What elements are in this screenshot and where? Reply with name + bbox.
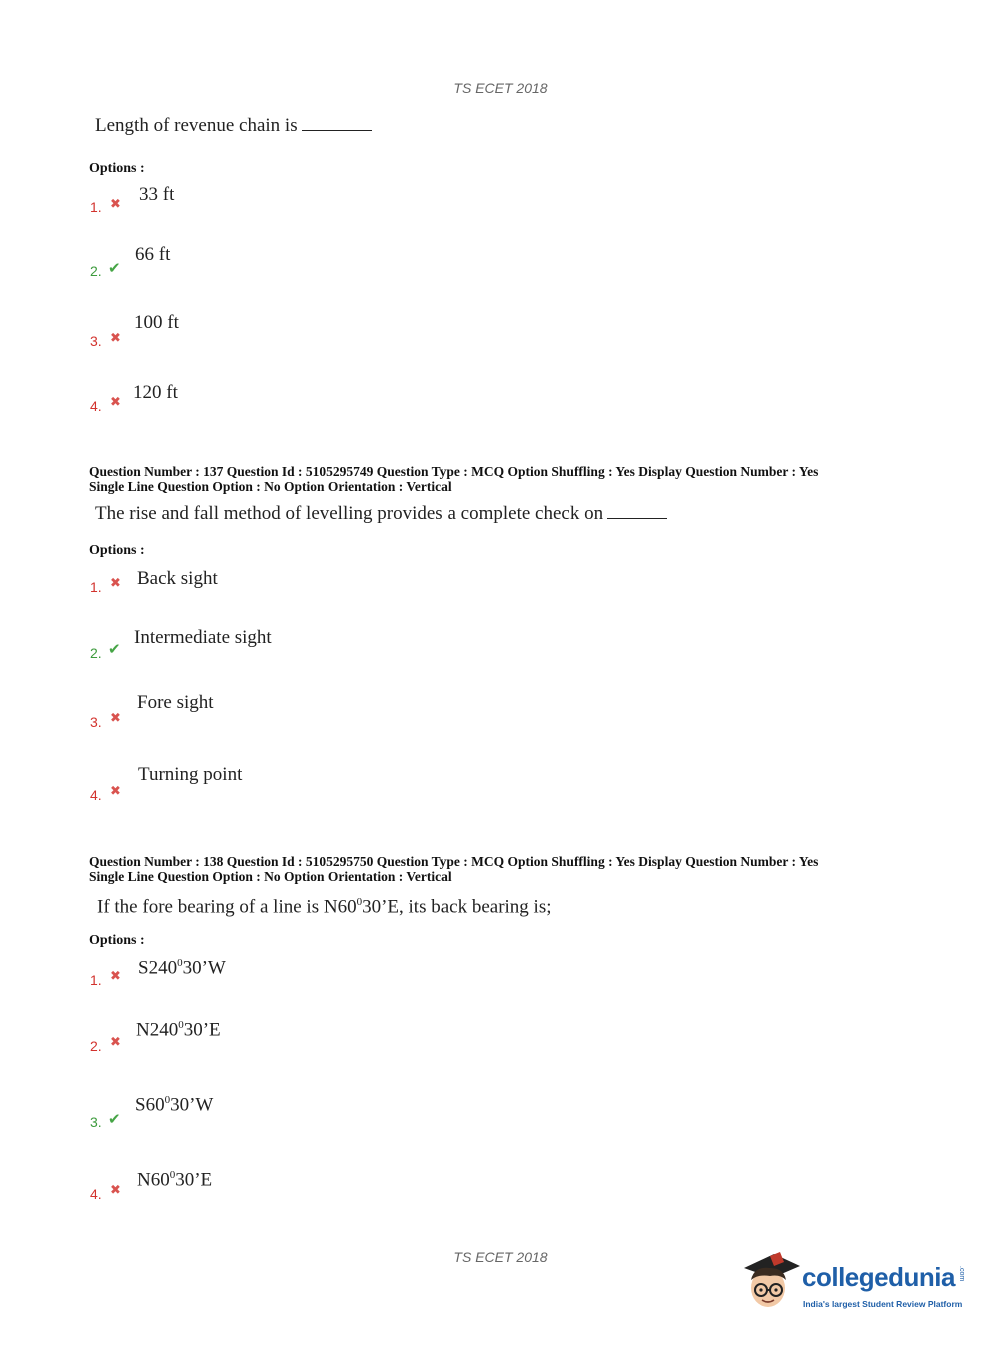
page-header: TS ECET 2018: [453, 80, 548, 96]
wrong-mark-icon: ✖: [110, 1183, 121, 1198]
options-label: Options :: [89, 161, 145, 176]
wrong-mark-icon: ✖: [110, 197, 121, 212]
correct-check-icon: ✔: [108, 259, 121, 277]
correct-check-icon: ✔: [108, 1110, 121, 1128]
page-footer: TS ECET 2018: [453, 1249, 548, 1265]
wrong-mark-icon: ✖: [110, 969, 121, 984]
question-text: [97, 896, 552, 918]
option-text: Back sight: [137, 568, 218, 589]
option-text: [137, 1169, 212, 1191]
option-number: 2.: [90, 263, 102, 279]
option-text-pre: N60: [137, 1169, 170, 1191]
option-text: 120 ft: [133, 382, 178, 403]
question-meta-line-2: Single Line Question Option : No Option Orientation : Vertical: [89, 869, 452, 884]
option-number: 4.: [90, 1186, 102, 1202]
degree-superscript: 0: [178, 1019, 184, 1031]
question-text-pre: If the fore bearing of a line is N60: [97, 896, 357, 918]
option-text-pre: N240: [136, 1019, 179, 1041]
option-text: Intermediate sight: [134, 627, 272, 648]
answer-blank: [607, 517, 667, 519]
option-text: [136, 1019, 221, 1041]
collegedunia-logo: [740, 1248, 980, 1320]
logo-wordmark: collegedunia: [802, 1262, 955, 1292]
wrong-mark-icon: ✖: [110, 784, 121, 799]
option-text: 33 ft: [139, 184, 175, 205]
option-text-post: 30’E: [183, 1019, 221, 1041]
options-label: Options :: [89, 543, 145, 558]
option-text: Turning point: [138, 764, 243, 785]
question-text: [95, 115, 372, 137]
option-text-pre: S60: [135, 1094, 165, 1116]
option-number: 2.: [90, 1038, 102, 1054]
option-number: 1.: [90, 972, 102, 988]
option-text-post: 30’E: [175, 1169, 213, 1191]
wrong-mark-icon: ✖: [110, 576, 121, 591]
degree-superscript: 0: [164, 1094, 171, 1106]
question-meta-line-2: Single Line Question Option : No Option Orientation : Vertical: [89, 479, 452, 494]
option-number: 1.: [90, 199, 102, 215]
correct-check-icon: ✔: [108, 640, 121, 658]
wrong-mark-icon: ✖: [110, 395, 121, 410]
option-number: 2.: [90, 645, 102, 661]
option-number: 4.: [90, 787, 102, 803]
question-text-label: The rise and fall method of levelling provides a complete check on: [95, 503, 604, 524]
option-text: 100 ft: [134, 312, 179, 333]
question-text-label: Length of revenue chain is: [95, 115, 298, 136]
options-label: Options :: [89, 933, 145, 948]
option-text: 66 ft: [135, 244, 171, 265]
option-text-pre: S240: [138, 957, 178, 979]
option-number: 3.: [90, 1114, 102, 1130]
option-number: 3.: [90, 714, 102, 730]
degree-superscript: 0: [356, 896, 363, 908]
degree-superscript: 0: [169, 1169, 176, 1181]
option-number: 3.: [90, 333, 102, 349]
option-text-post: 30’W: [170, 1094, 214, 1116]
option-number: 4.: [90, 398, 102, 414]
option-number: 1.: [90, 579, 102, 595]
option-text: Fore sight: [137, 692, 214, 713]
wrong-mark-icon: ✖: [110, 1035, 121, 1050]
question-meta-line-1: Question Number : 138 Question Id : 5105295750 Question Type : MCQ Option Shuffling : Yes Display Question Number : Yes: [89, 854, 819, 869]
question-text-post: 30’E, its back bearing is;: [362, 896, 552, 918]
wrong-mark-icon: ✖: [110, 331, 121, 346]
answer-blank: [302, 129, 372, 131]
question-meta-line-1: Question Number : 137 Question Id : 5105295749 Question Type : MCQ Option Shuffling : Yes Display Question Number : Yes: [89, 464, 819, 479]
option-text-post: 30’W: [182, 957, 226, 979]
option-text: [138, 957, 226, 979]
question-text: [95, 503, 667, 525]
option-text: [135, 1094, 213, 1116]
logo-suffix: .com: [958, 1266, 965, 1282]
wrong-mark-icon: ✖: [110, 711, 121, 726]
logo-tagline: India's largest Student Review Platform: [803, 1299, 963, 1309]
degree-superscript: 0: [177, 957, 183, 969]
mascot-icon: [740, 1248, 802, 1320]
